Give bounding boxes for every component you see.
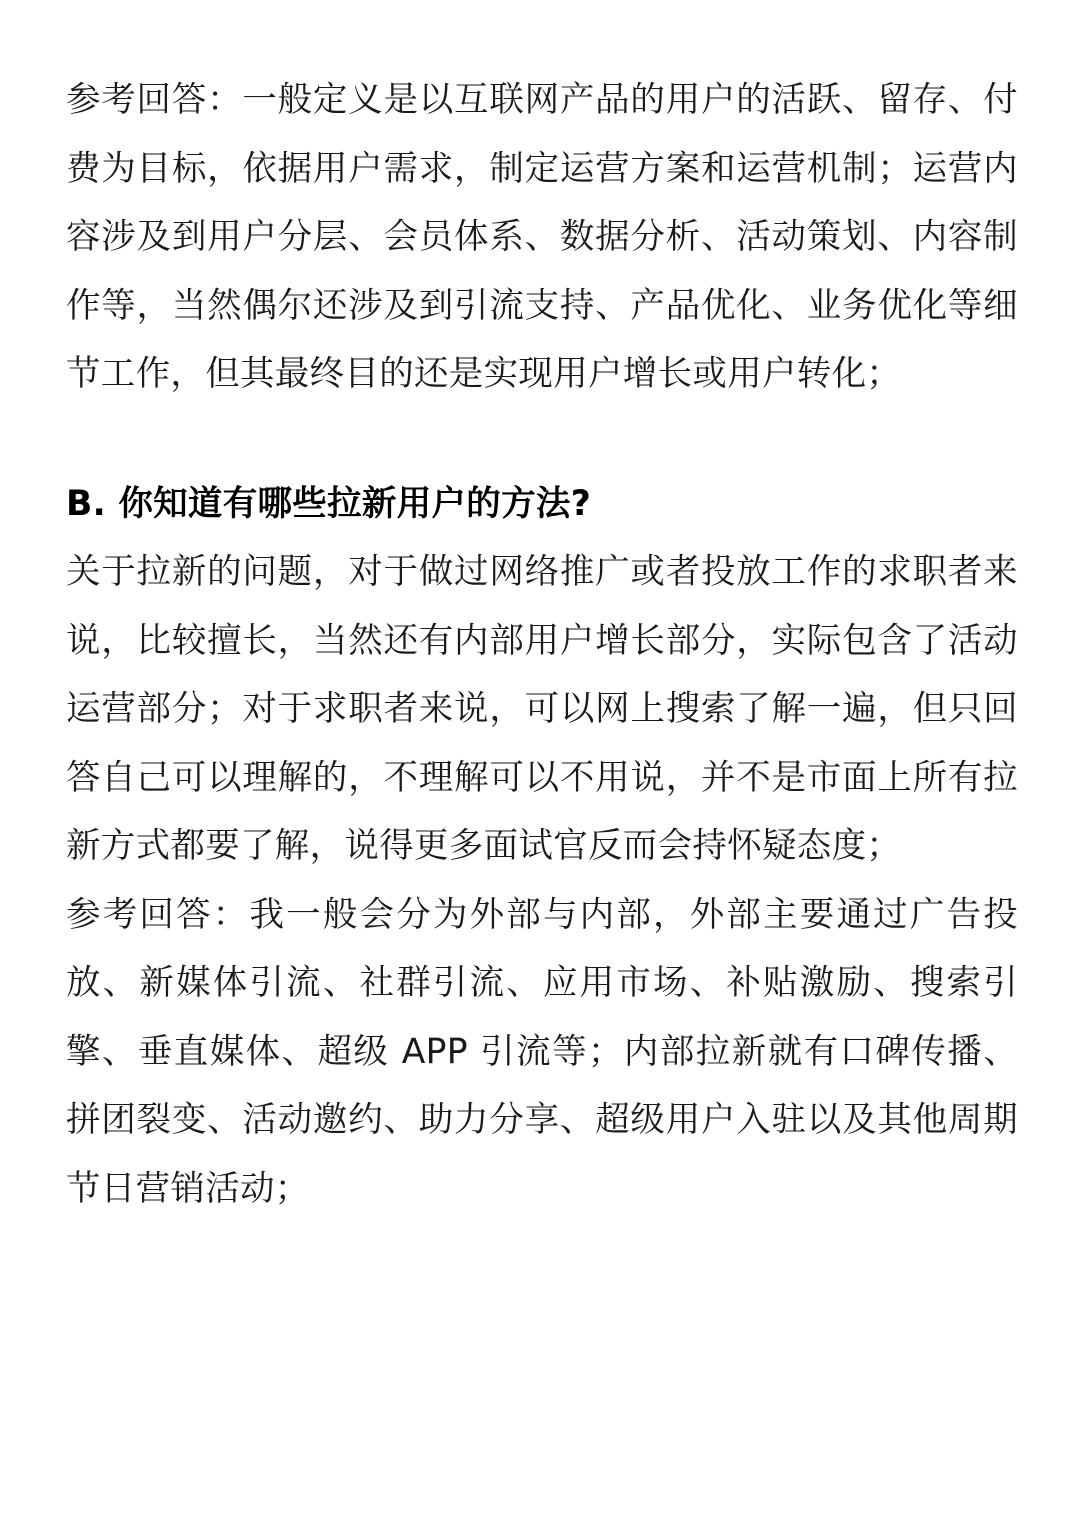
- section-b-answer-paragraph: 参考回答：我一般会分为外部与内部，外部主要通过广告投放、新媒体引流、社群引流、应用市场、补贴激励、搜索引擎、垂直媒体、超级 APP 引流等；内部拉新就有口碑传播、拼团裂变、活动邀约、助力分享、超级用户入驻以及其他周期节日营销活动；: [66, 894, 1018, 1209]
- document-page: [66, 66, 1018, 1223]
- section-b-analysis-paragraph: 关于拉新的问题，对于做过网络推广或者投放工作的求职者来说，比较擅长，当然还有内部用户增长部分，实际包含了活动运营部分；对于求职者来说，可以网上搜索了解一遍，但只回答自己可以理解的，不理解可以不用说，并不是市面上所有拉新方式都要了解，说得更多面试官反而会持怀疑态度；: [66, 552, 1018, 866]
- section-a-answer-paragraph: 参考回答：一般定义是以互联网产品的用户的活跃、留存、付费为目标，依据用户需求，制定运营方案和运营机制；运营内容涉及到用户分层、会员体系、数据分析、活动策划、内容制作等，当然偶尔还涉及到引流支持、产品优化、业务优化等细节工作，但其最终目的还是实现用户增长或用户转化；: [66, 80, 1018, 394]
- section-b-heading: B. 你知道有哪些拉新用户的方法?: [66, 483, 592, 524]
